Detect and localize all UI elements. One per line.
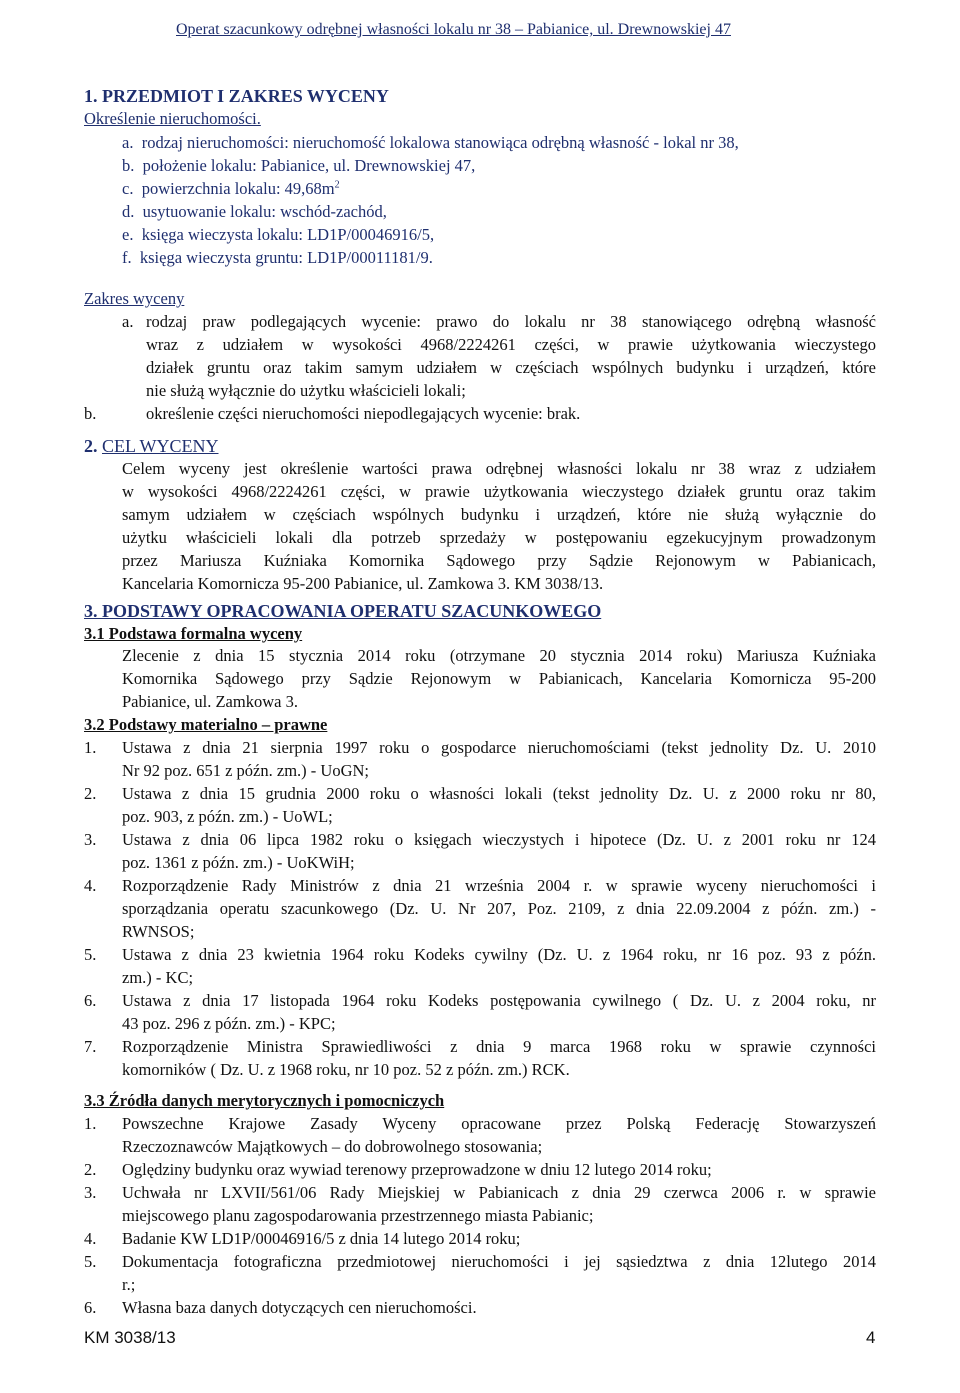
source-number: 1. [84, 1114, 97, 1133]
section-2-heading: 2. CEL WYCENY [84, 436, 219, 456]
legal-basis-number: 1. [84, 738, 97, 757]
section-3-heading: 3. PODSTAWY OPRACOWANIA OPERATU SZACUNKOWEGO [84, 601, 602, 621]
legal-basis-number: 4. [84, 876, 97, 895]
list-item-b: b. położenie lokalu: Pabianice, ul. Drewnowskiej 47, [122, 156, 476, 175]
footer-case-number: KM 3038/13 [84, 1328, 176, 1347]
purpose-line: samym udziałem w częściach wspólnych budynku i urządzeń, które nie służą wyłącznie do [122, 505, 876, 524]
legal-basis-line: Rozporządzenie Ministra Sprawiedliwości z dnia 9 marca 1968 roku w sprawie czynności [122, 1037, 876, 1056]
source-line: Uchwała nr LXVII/561/06 Rady Miejskiej w Pabianicach z dnia 29 czerwca 2006 r. w sprawie [122, 1183, 876, 1202]
scope-a-line: nie służą wyłącznie do użytku właścicieli lokali; [146, 381, 466, 400]
purpose-line: w wysokości 4968/2224261 części, w prawie użytkowania wieczystego działek gruntu oraz takim [122, 482, 876, 501]
source-line: Własna baza danych dotyczących cen nieruchomości. [122, 1298, 477, 1317]
page-header: Operat szacunkowy odrębnej własności lokalu nr 38 – Pabianice, ul. Drewnowskiej 47 [176, 21, 731, 38]
scope-a-letter: a. [122, 312, 134, 331]
legal-basis-line: poz. 1361 z późn. zm.) - UoKWiH; [122, 853, 355, 872]
source-number: 4. [84, 1229, 97, 1248]
legal-basis-number: 7. [84, 1037, 97, 1056]
source-line: Dokumentacja fotograficzna przedmiotowej nieruchomości i jej sąsiedztwa z dnia 12lutego 2014 [122, 1252, 876, 1271]
list-item-f: f. księga wieczysta gruntu: LD1P/00011181/9. [122, 248, 433, 267]
scope-a-line: działek gruntu oraz takim samym udziałem w częściach wspólnych budynku i urządzeń, które [146, 358, 876, 377]
source-number: 2. [84, 1160, 97, 1179]
section-1-heading: 1. PRZEDMIOT I ZAKRES WYCENY [84, 86, 389, 106]
source-line: Badanie KW LD1P/00046916/5 z dnia 14 lutego 2014 roku; [122, 1229, 521, 1248]
legal-basis-line: Ustawa z dnia 21 sierpnia 1997 roku o gospodarce nieruchomościami (tekst jednolity Dz. U. 2010 [122, 738, 876, 757]
legal-basis-line: Ustawa z dnia 17 listopada 1964 roku Kodeks postępowania cywilnego ( Dz. U. z 2004 roku, nr [122, 991, 876, 1010]
legal-basis-line: Ustawa z dnia 23 kwietnia 1964 roku Kodeks cywilny (Dz. U. z 1964 roku, nr 16 poz. 93 z późn. [122, 945, 876, 964]
legal-basis-line: Ustawa z dnia 06 lipca 1982 roku o księgach wieczystych i hipotece (Dz. U. z 2001 roku nr 124 [122, 830, 876, 849]
purpose-line: użytku właścicieli lokali dla potrzeb sprzedaży w postępowaniu egzekucyjnym prowadzonym [122, 528, 876, 547]
subsection-3-2-heading: 3.2 Podstawy materialno – prawne [84, 715, 328, 734]
page-number: 4 [866, 1328, 876, 1347]
scope-b-letter: b. [84, 404, 97, 423]
purpose-line: Celem wyceny jest określenie wartości prawa odrębnej własności lokalu nr 38 wraz z udziałem [122, 459, 876, 478]
source-number: 6. [84, 1298, 97, 1317]
source-line: Rzeczoznawców Majątkowych – do dobrowolnego stosowania; [122, 1137, 543, 1156]
source-line: r.; [122, 1275, 136, 1294]
legal-basis-number: 3. [84, 830, 97, 849]
list-item-e: e. księga wieczysta lokalu: LD1P/00046916/5, [122, 225, 435, 244]
legal-basis-number: 6. [84, 991, 97, 1010]
purpose-line: Kancelaria Komornicza 95-200 Pabianice, ul. Zamkowa 3. KM 3038/13. [122, 574, 604, 593]
source-number: 3. [84, 1183, 97, 1202]
formal-basis-line: Zlecenie z dnia 15 stycznia 2014 roku (otrzymane 20 stycznia 2014 roku) Mariusza Kuźniaka [122, 646, 876, 665]
subsection-3-1-heading: 3.1 Podstawa formalna wyceny [84, 624, 303, 643]
formal-basis-line: Pabianice, ul. Zamkowa 3. [122, 692, 298, 711]
list-item-c: c. powierzchnia lokalu: $49,68m^2$ [122, 179, 340, 198]
source-line: Powszechne Krajowe Zasady Wyceny opracowane przez Polską Federację Stowarzyszeń [122, 1114, 876, 1133]
legal-basis-line: Ustawa z dnia 15 grudnia 2000 roku o własności lokali (tekst jednolity Dz. U. z 2000 roku nr 80, [122, 784, 876, 803]
purpose-line: przez Mariusza Kuźniaka Komornika Sądowego przy Sądzie Rejonowym w Pabianicach, [122, 551, 876, 570]
legal-basis-line: Rozporządzenie Rady Ministrów z dnia 21 września 2004 r. w sprawie wyceny nieruchomości i [122, 876, 876, 895]
list-item-d: d. usytuowanie lokalu: wschód-zachód, [122, 202, 387, 221]
source-line: Oględziny budynku oraz wywiad terenowy przeprowadzone w dniu 12 lutego 2014 roku; [122, 1160, 712, 1179]
legal-basis-line: sporządzania operatu szacunkowego (Dz. U. Nr 207, Poz. 2109, z dnia 22.09.2004 z późn. zm.) - [122, 899, 876, 918]
legal-basis-line: Nr 92 poz. 651 z późn. zm.) - UoGN; [122, 761, 369, 780]
legal-basis-line: RWNSOS; [122, 922, 195, 941]
property-definition-subheading: Określenie nieruchomości. [84, 109, 261, 128]
scope-b-text: określenie części nieruchomości niepodlegających wycenie: brak. [146, 404, 581, 423]
legal-basis-line: zm.) - KC; [122, 968, 194, 987]
list-item-a: a. rodzaj nieruchomości: nieruchomość lokalowa stanowiąca odrębną własność - lokal nr 38, [122, 133, 739, 152]
source-line: miejscowego planu zagospodarowania przestrzennego miasta Pabianic; [122, 1206, 594, 1225]
source-number: 5. [84, 1252, 97, 1271]
legal-basis-number: 2. [84, 784, 97, 803]
subsection-3-3-heading: 3.3 Źródła danych merytorycznych i pomocniczych [84, 1091, 445, 1110]
scope-a-line: rodzaj praw podlegających wycenie: prawo do lokalu nr 38 stanowiącego odrębną własność [146, 312, 876, 331]
scope-subheading: Zakres wyceny [84, 289, 185, 308]
legal-basis-line: 43 poz. 296 z późn. zm.) - KPC; [122, 1014, 336, 1033]
scope-a-line: wraz z udziałem w wysokości 4968/2224261 części, w prawie użytkowania wieczystego [146, 335, 876, 354]
legal-basis-line: poz. 903, z późn. zm.) - UoWL; [122, 807, 333, 826]
legal-basis-number: 5. [84, 945, 97, 964]
formal-basis-line: Komornika Sądowego przy Sądzie Rejonowym w Pabianicach, Kancelaria Komornicza 95-200 [122, 669, 876, 688]
legal-basis-line: komorników ( Dz. U. z 1968 roku, nr 10 poz. 52 z późn. zm.) RCK. [122, 1060, 570, 1079]
